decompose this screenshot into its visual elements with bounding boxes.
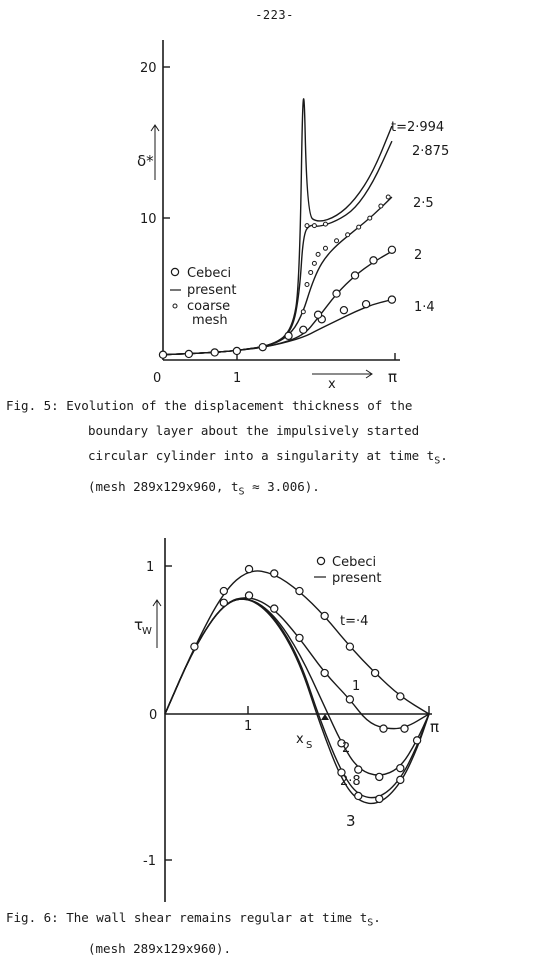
- y-tick-label-0: 0: [149, 708, 158, 723]
- y-axis-label: δ*: [137, 152, 154, 170]
- legend-cebeci-marker: [317, 557, 324, 564]
- y-tick-label-20: 20: [140, 61, 157, 76]
- cebeci-point-5: [285, 332, 292, 339]
- figure-6-curve-labels: [340, 614, 368, 830]
- cebeci-point-3: [233, 347, 240, 354]
- label-t-04: t=·4: [340, 614, 369, 629]
- cebeci-point-23: [355, 792, 362, 799]
- figure-6-caption: [6, 905, 381, 961]
- figure-5-axes: [137, 40, 400, 392]
- cebeci-point-4: [259, 344, 266, 351]
- x-tick-label-pi: π: [388, 368, 398, 386]
- cebeci-point-8: [397, 693, 404, 700]
- xs-label-sub: S: [306, 740, 313, 751]
- figure-6-caption-line-2: (mesh 289x129x960).: [88, 940, 231, 956]
- y-tick-label-1: 1: [146, 560, 155, 575]
- figure-5-legend: [170, 266, 236, 328]
- coarse-mesh-point-12: [305, 224, 309, 228]
- cebeci-point-14: [346, 696, 353, 703]
- series-line-1: [165, 598, 429, 729]
- cebeci-point-1: [185, 350, 192, 357]
- cebeci-point-20: [397, 765, 404, 772]
- figure-5-caption-line-2: boundary layer about the impulsively started: [88, 423, 420, 438]
- cebeci-point-0: [191, 643, 198, 650]
- cebeci-point-11: [314, 311, 321, 318]
- figure-6-caption-line-1: Fig. 6: The wall shear remains regular at time $t_S$.: [6, 910, 381, 929]
- cebeci-point-19: [376, 773, 383, 780]
- x-axis-label: x: [328, 377, 336, 392]
- cebeci-point-9: [220, 599, 227, 606]
- cebeci-point-7: [371, 669, 378, 676]
- coarse-mesh-point-7: [346, 233, 350, 237]
- coarse-mesh-point-4: [316, 252, 320, 256]
- coarse-mesh-point-14: [323, 222, 327, 226]
- legend-present-label: present: [332, 571, 382, 586]
- coarse-mesh-point-1: [305, 283, 309, 287]
- cebeci-point-3: [271, 570, 278, 577]
- cebeci-point-1: [220, 587, 227, 594]
- coarse-mesh-point-5: [323, 246, 327, 250]
- legend-present-label: present: [187, 283, 237, 298]
- figure-6-curves: [165, 571, 429, 804]
- coarse-mesh-point-10: [379, 204, 383, 208]
- legend-cebeci-label: Cebeci: [332, 555, 377, 570]
- label-t-28: 2·8: [340, 774, 361, 789]
- coarse-mesh-point-9: [368, 216, 372, 220]
- cebeci-point-24: [376, 795, 383, 802]
- x-tick-label-pi: π: [430, 718, 440, 736]
- cebeci-point-16: [401, 725, 408, 732]
- cebeci-point-10: [388, 296, 395, 303]
- figure-5-caption-line-1: Fig. 5: Evolution of the displacement thickness of the: [6, 398, 413, 413]
- label-t-2: 2: [414, 248, 423, 263]
- label-t-2: 2: [342, 741, 351, 756]
- coarse-mesh-point-0: [301, 310, 305, 314]
- cebeci-point-14: [370, 257, 377, 264]
- cebeci-point-13: [321, 669, 328, 676]
- y-axis-label: τ: [134, 616, 144, 634]
- coarse-mesh-point-8: [357, 225, 361, 229]
- legend-cebeci-label: Cebeci: [187, 266, 232, 281]
- label-t-14: 1·4: [414, 300, 435, 315]
- cebeci-point-13: [351, 272, 358, 279]
- coarse-mesh-point-13: [312, 224, 316, 228]
- label-t-1: 1: [352, 679, 361, 694]
- label-t-3: 3: [346, 812, 356, 830]
- page-number: -223-: [255, 8, 294, 22]
- xs-label: x: [296, 732, 304, 747]
- cebeci-point-10: [245, 592, 252, 599]
- label-t-2994: t=2·994: [391, 120, 445, 135]
- coarse-mesh-point-2: [309, 270, 313, 274]
- figure-6-axes: [134, 538, 439, 902]
- cebeci-point-18: [355, 766, 362, 773]
- cebeci-point-25: [397, 776, 404, 783]
- cebeci-point-5: [321, 612, 328, 619]
- cebeci-point-12: [333, 290, 340, 297]
- cebeci-point-21: [414, 737, 421, 744]
- coarse-mesh-point-3: [312, 261, 316, 265]
- coarse-mesh-point-11: [386, 195, 390, 199]
- figure-5-chart: [0, 30, 549, 390]
- cebeci-point-2: [211, 349, 218, 356]
- x-tick-label-0: 0: [153, 371, 162, 386]
- label-t-25: 2·5: [413, 196, 434, 211]
- label-t-2875: 2·875: [412, 144, 450, 159]
- cebeci-point-9: [362, 301, 369, 308]
- x-tick-label-1: 1: [233, 371, 242, 386]
- y-tick-label-10: 10: [140, 212, 157, 227]
- coarse-mesh-point-6: [335, 239, 339, 243]
- cebeci-point-15: [388, 246, 395, 253]
- legend-coarse-marker: [173, 304, 177, 308]
- y-axis-label-sub: W: [142, 626, 152, 637]
- cebeci-point-6: [346, 643, 353, 650]
- cebeci-point-0: [159, 351, 166, 358]
- figure-5-curve-labels: [391, 120, 449, 315]
- y-tick-label-m1: -1: [143, 854, 156, 869]
- figure-5-caption-line-4: (mesh 289x129x960, $t_S \approx 3.006$).: [88, 478, 320, 497]
- figure-5-caption: [6, 393, 448, 504]
- x-tick-label-1: 1: [244, 719, 253, 734]
- legend-cebeci-marker: [171, 268, 178, 275]
- cebeci-point-11: [271, 605, 278, 612]
- legend-coarse-label-2: mesh: [192, 313, 228, 328]
- figure-6-legend: [314, 555, 381, 586]
- cebeci-point-15: [380, 725, 387, 732]
- cebeci-point-4: [296, 587, 303, 594]
- cebeci-point-2: [245, 566, 252, 573]
- cebeci-point-12: [296, 634, 303, 641]
- legend-coarse-label-1: coarse: [187, 299, 231, 314]
- figure-6-chart: [0, 530, 549, 910]
- figure-5-caption-line-3: circular cylinder into a singularity at time $t_S$.: [88, 448, 448, 467]
- cebeci-point-6: [300, 326, 307, 333]
- cebeci-point-8: [340, 307, 347, 314]
